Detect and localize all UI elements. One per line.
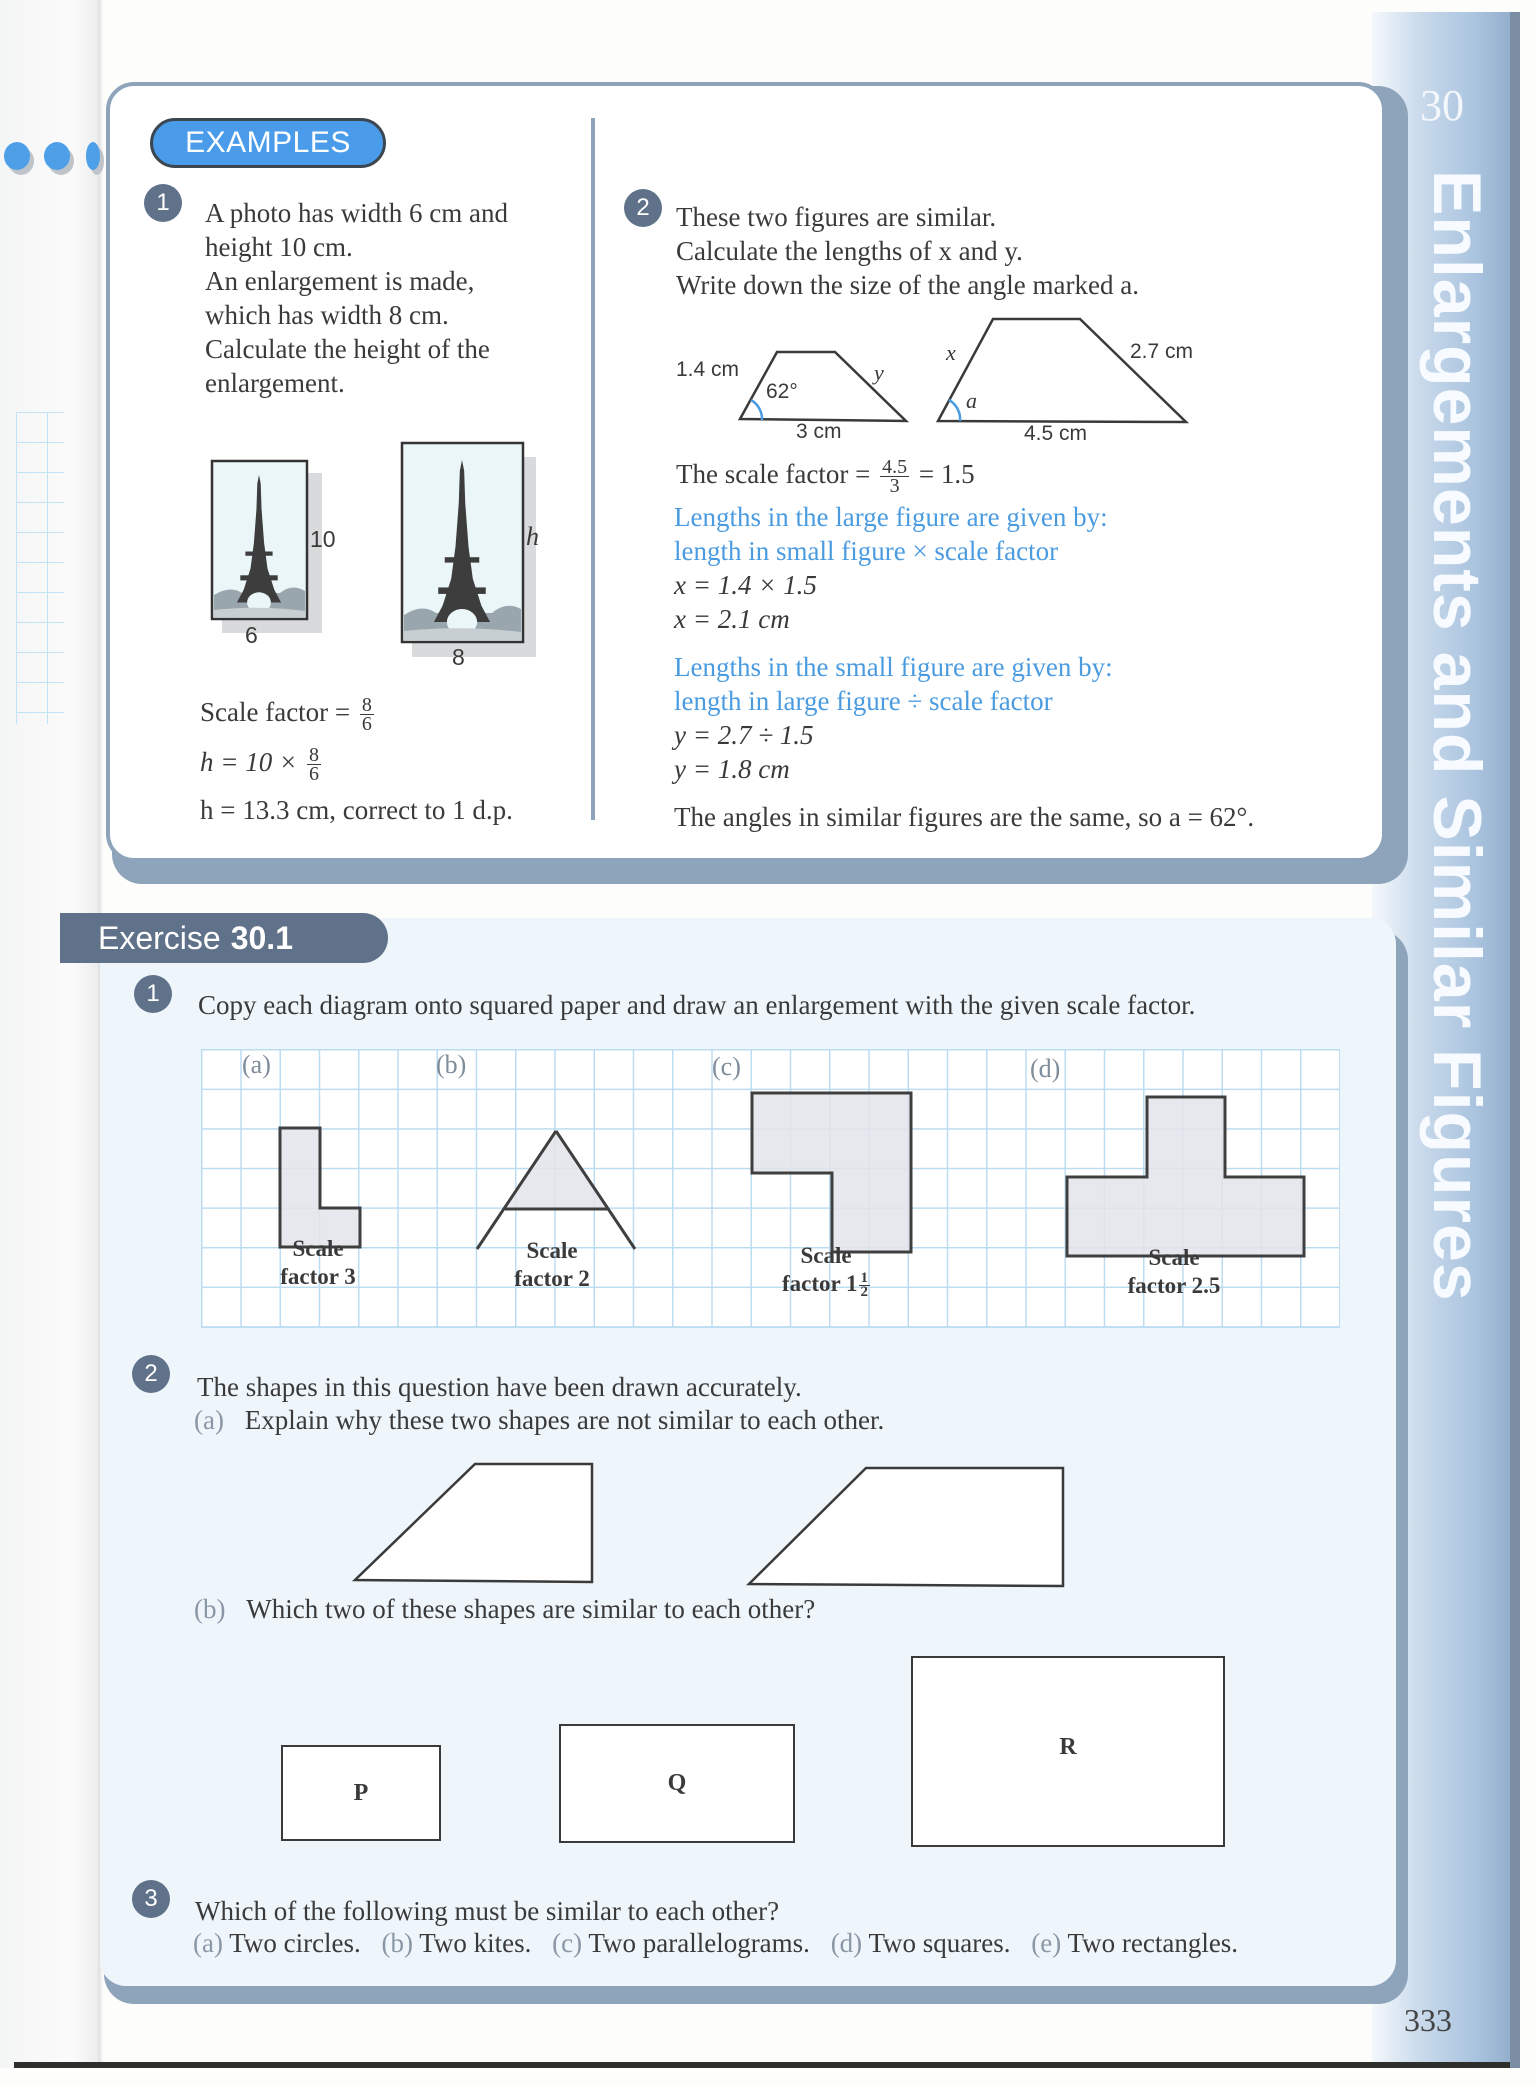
- ex2-conclusion: The angles in similar figures are the same, so a = 62°.: [674, 802, 1255, 832]
- large-right-side-label: 2.7 cm: [1130, 340, 1194, 363]
- small-photo-height: 10: [310, 526, 336, 552]
- large-angle-label: a: [966, 388, 977, 413]
- text-line: enlargement.: [205, 368, 345, 398]
- text-line: Write down the size of the angle marked a.: [676, 270, 1139, 300]
- page-number: 333: [1404, 2002, 1452, 2038]
- q2b: (b) Which two of these shapes are similar to each other?: [194, 1594, 816, 1624]
- scale-factor-line: Scale factor = $\frac{8}{6}$: [200, 694, 372, 736]
- part-label-c: (c): [712, 1052, 741, 1081]
- fraction: $\frac{1}{2}$: [860, 1270, 869, 1301]
- ex2-scale-factor-line: The scale factor = $\frac{4.5}{3}$ = 1.5: [676, 456, 975, 498]
- book-edge-shadow: [14, 2062, 1510, 2068]
- fraction: $\frac{4.5}{3}$: [882, 456, 908, 498]
- small-photo-width: 6: [245, 622, 258, 648]
- example-number-1: 1: [144, 184, 182, 222]
- calc-line: x = 2.1 cm: [674, 604, 790, 634]
- calc-line: x = 1.4 × 1.5: [674, 570, 817, 600]
- scale-label-b: Scale factor 2: [514, 1238, 590, 1291]
- rule-line: length in large figure ÷ scale factor: [674, 686, 1053, 716]
- scale-label-a: Scale factor 3: [280, 1236, 356, 1289]
- q3-text: Which of the following must be similar to each other?: [195, 1896, 780, 1926]
- large-photo-height: h: [526, 522, 539, 551]
- shape-r: R: [911, 1656, 1225, 1847]
- question-number-3: 3: [132, 1880, 170, 1918]
- text-line: which has width 8 cm.: [205, 300, 449, 330]
- question-number-1: 1: [134, 975, 172, 1013]
- chapter-number: 30: [1420, 81, 1464, 130]
- bottom-margin: [0, 2068, 1536, 2086]
- text-line: These two figures are similar.: [676, 202, 997, 232]
- chapter-title: Enlargements and Similar Figures: [1419, 170, 1495, 1302]
- scale-label-d: Scale factor 2.5: [1127, 1245, 1221, 1298]
- scale-label-c: Scale factor 1 $\frac{1}{2}$: [781, 1243, 869, 1301]
- rule-line: Lengths in the small figure are given by:: [674, 652, 1113, 682]
- small-base-label: 3 cm: [796, 420, 842, 443]
- fraction: $\frac{8}{6}$: [361, 694, 372, 736]
- question-number-2: 2: [132, 1355, 170, 1393]
- shape-p: P: [281, 1745, 441, 1841]
- large-left-side-label: x: [946, 340, 956, 365]
- part-label-d: (d): [1030, 1054, 1061, 1083]
- small-angle-label: 62°: [766, 380, 798, 403]
- example-number-2: 2: [624, 189, 662, 227]
- text-line: Calculate the height of the: [205, 334, 490, 364]
- text-line: Calculate the lengths of x and y.: [676, 236, 1023, 266]
- calc-line: y = 1.8 cm: [674, 754, 790, 784]
- part-label-a: (a): [242, 1050, 271, 1079]
- examples-badge: EXAMPLES: [150, 118, 386, 168]
- small-left-side-label: 1.4 cm: [676, 358, 740, 381]
- text-line: An enlargement is made,: [205, 266, 475, 296]
- shape-q: Q: [559, 1724, 795, 1843]
- q2-text: The shapes in this question have been drawn accurately.: [197, 1372, 802, 1402]
- q3-options: (a) Two circles. (b) Two kites. (c) Two parallelograms. (d) Two squares. (e) Two rectangles.: [193, 1928, 1239, 1958]
- fraction: $\frac{8}{6}$: [308, 744, 319, 786]
- h-result-line: h = 13.3 cm, correct to 1 d.p.: [200, 795, 513, 825]
- part-label-b: (b): [436, 1050, 467, 1079]
- q1-text: Copy each diagram onto squared paper and draw an enlargement with the given scale factor.: [198, 990, 1196, 1020]
- text-line: A photo has width 6 cm and: [205, 198, 508, 228]
- large-base-label: 4.5 cm: [1024, 422, 1088, 445]
- large-photo-width: 8: [452, 644, 465, 670]
- text-line: height 10 cm.: [205, 232, 353, 262]
- q2a: (a) Explain why these two shapes are not similar to each other.: [194, 1405, 885, 1435]
- h-calc-line: h = 10 × $\frac{8}{6}$: [200, 744, 319, 786]
- exercise-header: Exercise 30.1: [60, 913, 388, 963]
- rule-line: Lengths in the large figure are given by:: [674, 502, 1108, 532]
- small-right-side-label: y: [874, 360, 884, 385]
- calc-line: y = 2.7 ÷ 1.5: [674, 720, 814, 750]
- rule-line: length in small figure × scale factor: [674, 536, 1059, 566]
